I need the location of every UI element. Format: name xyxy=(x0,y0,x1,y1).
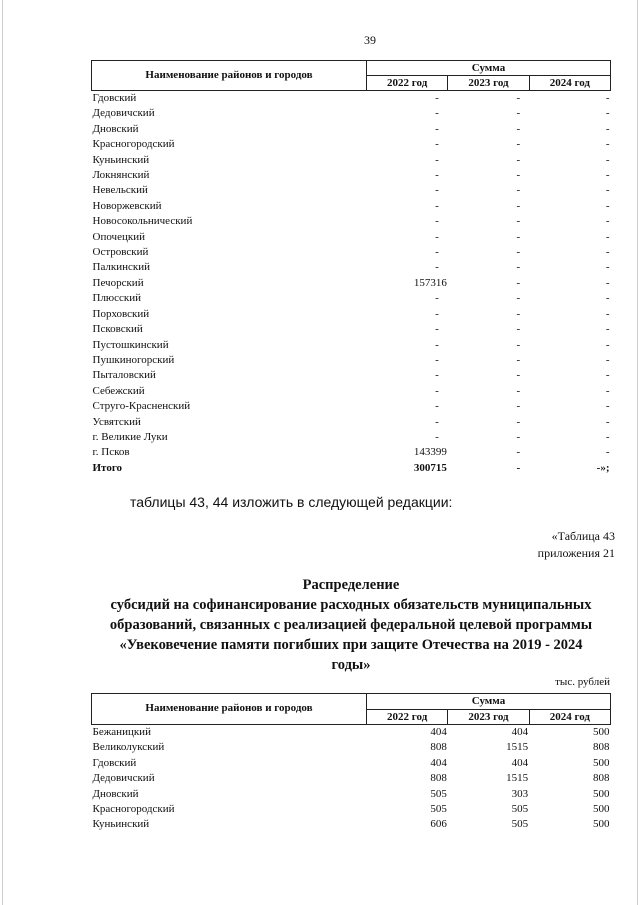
header-sum: Сумма xyxy=(367,61,611,76)
total-label: Итого xyxy=(92,461,123,474)
table-body xyxy=(92,91,611,461)
row-value-2024: 500 xyxy=(593,803,610,816)
row-value-2024: - xyxy=(605,122,610,135)
row-name: Красногородский xyxy=(92,138,175,151)
row-value-2023: - xyxy=(516,323,521,336)
row-value-2023: - xyxy=(516,107,521,120)
row-value-2024: - xyxy=(605,292,610,305)
header-year-2022: 2022 год xyxy=(367,709,448,725)
row-value-2024: - xyxy=(605,215,610,228)
row-value-2022: - xyxy=(435,307,439,320)
table-row xyxy=(92,230,611,245)
table-row xyxy=(92,740,611,755)
row-value-2023: 505 xyxy=(511,803,529,816)
row-value-2022: - xyxy=(435,323,439,336)
row-value-2023: - xyxy=(516,400,521,413)
row-name: Опочецкий xyxy=(92,230,145,243)
row-value-2024: 808 xyxy=(593,741,610,754)
header-year-2023: 2023 год xyxy=(448,709,529,725)
row-value-2022: - xyxy=(435,107,439,120)
title-line: образований, связанных с реализацией федеральной целевой программы xyxy=(109,617,593,633)
row-value-2023: 404 xyxy=(511,756,529,769)
table-ref-appendix: приложения 21 xyxy=(537,546,615,560)
row-value-2022: - xyxy=(435,261,439,274)
row-value-2022: - xyxy=(435,184,439,197)
row-value-2024: - xyxy=(605,261,610,274)
total-2024: -»; xyxy=(596,461,610,474)
row-value-2022: - xyxy=(435,400,439,413)
row-name: Палкинский xyxy=(92,261,151,274)
table-row xyxy=(92,353,611,368)
table-row xyxy=(92,802,611,817)
row-value-2023: - xyxy=(516,169,521,182)
row-value-2023: - xyxy=(516,369,521,382)
row-name: Дновский xyxy=(92,122,139,135)
row-value-2024: - xyxy=(605,430,610,443)
row-name: Новоржевский xyxy=(92,199,162,212)
row-value-2024: - xyxy=(605,199,610,212)
scan-edge-left xyxy=(2,0,3,905)
row-value-2022: - xyxy=(435,246,439,259)
row-value-2022: - xyxy=(435,338,439,351)
row-value-2023: - xyxy=(516,292,521,305)
table-row xyxy=(92,787,611,802)
row-value-2024: - xyxy=(605,323,610,336)
header-year-2023: 2023 год xyxy=(448,76,529,91)
row-value-2024: - xyxy=(605,384,610,397)
row-value-2022: - xyxy=(435,215,439,228)
total-2022: 300715 xyxy=(413,461,447,474)
table-row xyxy=(92,260,611,275)
row-value-2022: 808 xyxy=(430,772,447,785)
row-value-2022: - xyxy=(435,415,439,428)
row-name: Локнянский xyxy=(92,169,150,182)
table-row xyxy=(92,214,611,229)
row-value-2024: - xyxy=(605,169,610,182)
row-value-2023: - xyxy=(516,92,521,104)
title-line: годы» xyxy=(331,657,371,673)
title-line: Распределение xyxy=(302,577,400,593)
row-value-2023: - xyxy=(516,153,521,166)
row-value-2022: - xyxy=(435,169,439,182)
row-value-2024: - xyxy=(605,246,610,259)
row-value-2023: 1515 xyxy=(506,772,529,785)
table-row xyxy=(92,399,611,414)
table-row xyxy=(92,338,611,353)
header-sum: Сумма xyxy=(367,694,611,710)
row-value-2022: 505 xyxy=(430,803,447,816)
row-value-2024: - xyxy=(605,153,610,166)
units-label: тыс. рублей xyxy=(555,676,610,688)
header-year-2024: 2024 год xyxy=(529,76,610,91)
row-name: Пушкиногорский xyxy=(92,353,175,366)
title-line: «Увековечение памяти погибших при защите Отечества на 2019 - 2024 xyxy=(119,637,583,653)
table-distribution-top xyxy=(91,60,611,476)
header-year-2022: 2022 год xyxy=(367,76,448,91)
row-value-2022: - xyxy=(435,430,439,443)
row-value-2023: - xyxy=(516,122,521,135)
row-value-2022: - xyxy=(435,369,439,382)
row-name: Дедовичский xyxy=(92,107,155,120)
row-value-2022: - xyxy=(435,138,439,151)
row-value-2024: - xyxy=(605,138,610,151)
row-value-2023: - xyxy=(516,446,521,459)
row-name: Плюсский xyxy=(92,292,142,305)
row-value-2024: 500 xyxy=(593,818,610,831)
row-value-2023: - xyxy=(516,307,521,320)
table-body xyxy=(92,725,611,833)
table-row xyxy=(92,430,611,445)
row-value-2022: - xyxy=(435,122,439,135)
row-value-2023: - xyxy=(516,215,521,228)
table-row xyxy=(92,415,611,430)
row-value-2022: - xyxy=(435,92,439,104)
row-name: Невельский xyxy=(92,184,148,197)
row-value-2024: - xyxy=(605,276,610,289)
page-number: 39 xyxy=(364,33,376,47)
row-value-2023: - xyxy=(516,138,521,151)
total-row xyxy=(92,461,611,476)
row-name: Дедовичский xyxy=(92,772,155,785)
table-row xyxy=(92,91,611,107)
header-name: Наименование районов и городов xyxy=(92,61,367,91)
row-value-2023: - xyxy=(516,276,521,289)
row-value-2024: - xyxy=(605,415,610,428)
row-value-2024: 500 xyxy=(593,787,610,800)
row-name: Струго-Красненский xyxy=(92,400,191,413)
row-name: Куньинский xyxy=(92,153,150,166)
row-value-2022: - xyxy=(435,153,439,166)
row-value-2022: 157316 xyxy=(413,276,447,289)
row-name: Себежский xyxy=(92,384,145,397)
row-value-2024: - xyxy=(605,107,610,120)
table-row xyxy=(92,817,611,832)
row-value-2022: 606 xyxy=(430,818,447,831)
table-row xyxy=(92,245,611,260)
section-title xyxy=(91,575,611,675)
row-value-2023: - xyxy=(516,199,521,212)
table-row xyxy=(92,276,611,291)
row-value-2023: - xyxy=(516,353,521,366)
row-name: Печорский xyxy=(92,276,144,289)
row-value-2022: - xyxy=(435,353,439,366)
table-row xyxy=(92,122,611,137)
row-value-2023: - xyxy=(516,246,521,259)
row-value-2022: 143399 xyxy=(413,446,447,459)
header-year-2024: 2024 год xyxy=(529,709,610,725)
table-row xyxy=(92,183,611,198)
scan-edge-right xyxy=(637,0,638,905)
row-name: Пыталовский xyxy=(92,369,156,382)
table-distribution-bottom xyxy=(91,693,611,833)
row-value-2024: 808 xyxy=(593,772,610,785)
row-value-2023: - xyxy=(516,184,521,197)
row-value-2023: - xyxy=(516,230,521,243)
row-value-2022: - xyxy=(435,384,439,397)
row-name: Дновский xyxy=(92,787,139,800)
table-row xyxy=(92,168,611,183)
row-value-2024: - xyxy=(605,353,610,366)
row-value-2023: - xyxy=(516,415,521,428)
table-row xyxy=(92,771,611,786)
row-name: Порховский xyxy=(92,307,150,320)
row-value-2023: 404 xyxy=(511,726,529,738)
table-row xyxy=(92,199,611,214)
table-row xyxy=(92,153,611,168)
row-name: Великолукский xyxy=(92,741,165,754)
row-value-2024: - xyxy=(605,230,610,243)
row-value-2023: 303 xyxy=(511,787,529,800)
row-name: Усвятский xyxy=(92,415,141,428)
row-name: г. Великие Луки xyxy=(92,430,168,443)
table-row xyxy=(92,725,611,741)
row-name: Пустошкинский xyxy=(92,338,169,351)
table-row xyxy=(92,106,611,121)
row-name: Гдовский xyxy=(92,756,137,769)
row-name: Куньинский xyxy=(92,818,150,831)
intro-text: таблицы 43, 44 изложить в следующей редакции: xyxy=(130,494,453,510)
header-name: Наименование районов и городов xyxy=(92,694,367,725)
row-value-2023: - xyxy=(516,430,521,443)
row-name: г. Псков xyxy=(92,446,130,459)
table-row xyxy=(92,137,611,152)
row-value-2022: 404 xyxy=(430,756,447,769)
row-name: Гдовский xyxy=(92,92,137,104)
table-row xyxy=(92,307,611,322)
table-row xyxy=(92,384,611,399)
row-value-2024: - xyxy=(605,400,610,413)
row-name: Псковский xyxy=(92,323,143,336)
total-2023: - xyxy=(516,461,521,474)
row-value-2022: 505 xyxy=(430,787,447,800)
row-value-2024: - xyxy=(605,184,610,197)
row-value-2024: - xyxy=(605,338,610,351)
table-row xyxy=(92,368,611,383)
row-value-2024: - xyxy=(605,369,610,382)
row-value-2024: - xyxy=(605,92,610,104)
row-value-2023: - xyxy=(516,338,521,351)
row-value-2023: 1515 xyxy=(506,741,529,754)
table-row xyxy=(92,445,611,460)
title-line: субсидий на софинансирование расходных обязательств муниципальных xyxy=(110,597,592,613)
row-value-2024: 500 xyxy=(593,726,610,738)
row-value-2022: - xyxy=(435,292,439,305)
row-value-2024: 500 xyxy=(593,756,610,769)
row-name: Островский xyxy=(92,246,149,259)
table-row xyxy=(92,291,611,306)
table-row xyxy=(92,756,611,771)
table-row xyxy=(92,322,611,337)
row-name: Новосокольнический xyxy=(92,215,193,228)
row-value-2023: - xyxy=(516,384,521,397)
row-name: Красногородский xyxy=(92,803,175,816)
row-value-2023: 505 xyxy=(511,818,529,831)
row-value-2022: - xyxy=(435,230,439,243)
row-value-2022: - xyxy=(435,199,439,212)
row-value-2022: 808 xyxy=(430,741,447,754)
row-value-2023: - xyxy=(516,261,521,274)
row-value-2022: 404 xyxy=(430,726,447,738)
row-value-2024: - xyxy=(605,307,610,320)
row-name: Бежаницкий xyxy=(92,726,151,738)
table-ref-number: «Таблица 43 xyxy=(551,529,615,543)
row-value-2024: - xyxy=(605,446,610,459)
